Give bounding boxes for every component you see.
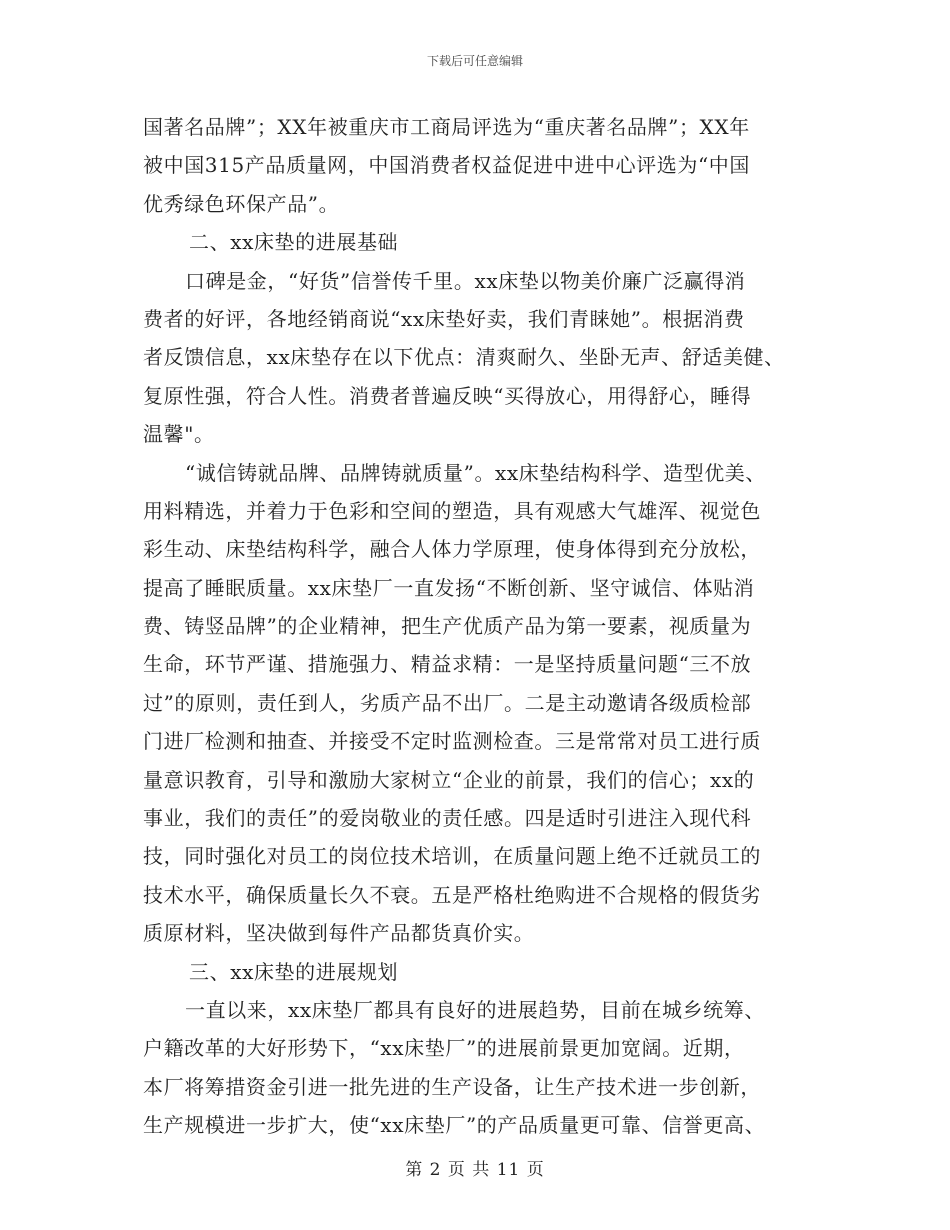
text-line: 者反馈信息，xx床垫存在以下优点：清爽耐久、坐卧无声、舒适美健、 bbox=[143, 345, 785, 370]
text-line: “诚信铸就品牌、品牌铸就质量”。xx床垫结构科学、造型优美、 bbox=[185, 460, 767, 485]
text-line: 被中国315产品质量网，中国消费者权益促进中进中心评选为“中国 bbox=[143, 153, 750, 178]
text-line: 质原材料，坚决做到每件产品都货真价实。 bbox=[143, 921, 535, 946]
text-line: 生产规模进一步扩大，使“xx床垫厂”的产品质量更可靠、信誉更高、 bbox=[143, 1113, 766, 1138]
text-line: 口碑是金，“好货”信誉传千里。xx床垫以物美价廉广泛赢得消 bbox=[185, 268, 746, 293]
section-heading: 二、xx床垫的进展基础 bbox=[189, 230, 399, 255]
text-line: 技，同时强化对员工的岗位技术培训，在质量问题上绝不迁就员工的 bbox=[143, 844, 761, 869]
text-line: 提高了睡眠质量。xx床垫厂一直发扬“不断创新、坚守诚信、体贴消 bbox=[143, 575, 755, 600]
text-line: 事业，我们的责任”的爱岗敬业的责任感。四是适时引进注入现代科 bbox=[143, 806, 752, 831]
text-line: 费、铸竖品牌”的企业精神，把生产优质产品为第一要素，视质量为 bbox=[143, 614, 752, 639]
text-line: 优秀绿色环保产品”。 bbox=[143, 191, 340, 216]
text-line: 量意识教育，引导和激励大家树立“企业的前景，我们的信心；xx的 bbox=[143, 767, 755, 792]
text-line: 温馨"。 bbox=[143, 422, 215, 447]
text-line: 国著名品牌”；XX年被重庆市工商局评选为“重庆著名品牌”；XX年 bbox=[143, 115, 750, 139]
text-line: 技术水平，确保质量长久不衰。五是严格杜绝购进不合规格的假货劣 bbox=[143, 882, 761, 907]
text-line: 彩生动、床垫结构科学，融合人体力学原理，使身体得到充分放松， bbox=[143, 537, 761, 562]
text-line: 复原性强，符合人性。消费者普遍反映“买得放心，用得舒心，睡得 bbox=[143, 383, 752, 408]
text-line: 门进厂检测和抽查、并接受不定时监测检查。三是常常对员工进行质 bbox=[143, 729, 761, 754]
text-line: 一直以来，xx床垫厂都具有良好的进展趋势，目前在城乡统筹、 bbox=[185, 997, 765, 1022]
text-line: 生命，环节严谨、措施强力、精益求精：一是坚持质量问题“三不放 bbox=[143, 652, 752, 677]
page-header: 下载后可任意编辑 bbox=[426, 54, 523, 68]
text-line: 本厂将筹措资金引进一批先进的生产设备，让生产技术进一步创新， bbox=[143, 1074, 761, 1099]
page-footer: 第 2 页 共 11 页 bbox=[405, 1160, 545, 1180]
text-line: 户籍改革的大好形势下，“xx床垫厂”的进展前景更加宽阔。近期， bbox=[143, 1036, 745, 1061]
document-body bbox=[143, 108, 823, 1145]
text-line: 用料精选，并着力于色彩和空间的塑造，具有观感大气雄浑、视觉色 bbox=[143, 498, 761, 523]
text-line: 费者的好评，各地经销商说“xx床垫好卖，我们青睐她”。根据消费 bbox=[143, 306, 745, 331]
section-heading: 三、xx床垫的进展规划 bbox=[189, 959, 399, 984]
text-line: 过”的原则，责任到人，劣质产品不出厂。二是主动邀请各级质检部 bbox=[143, 690, 752, 715]
